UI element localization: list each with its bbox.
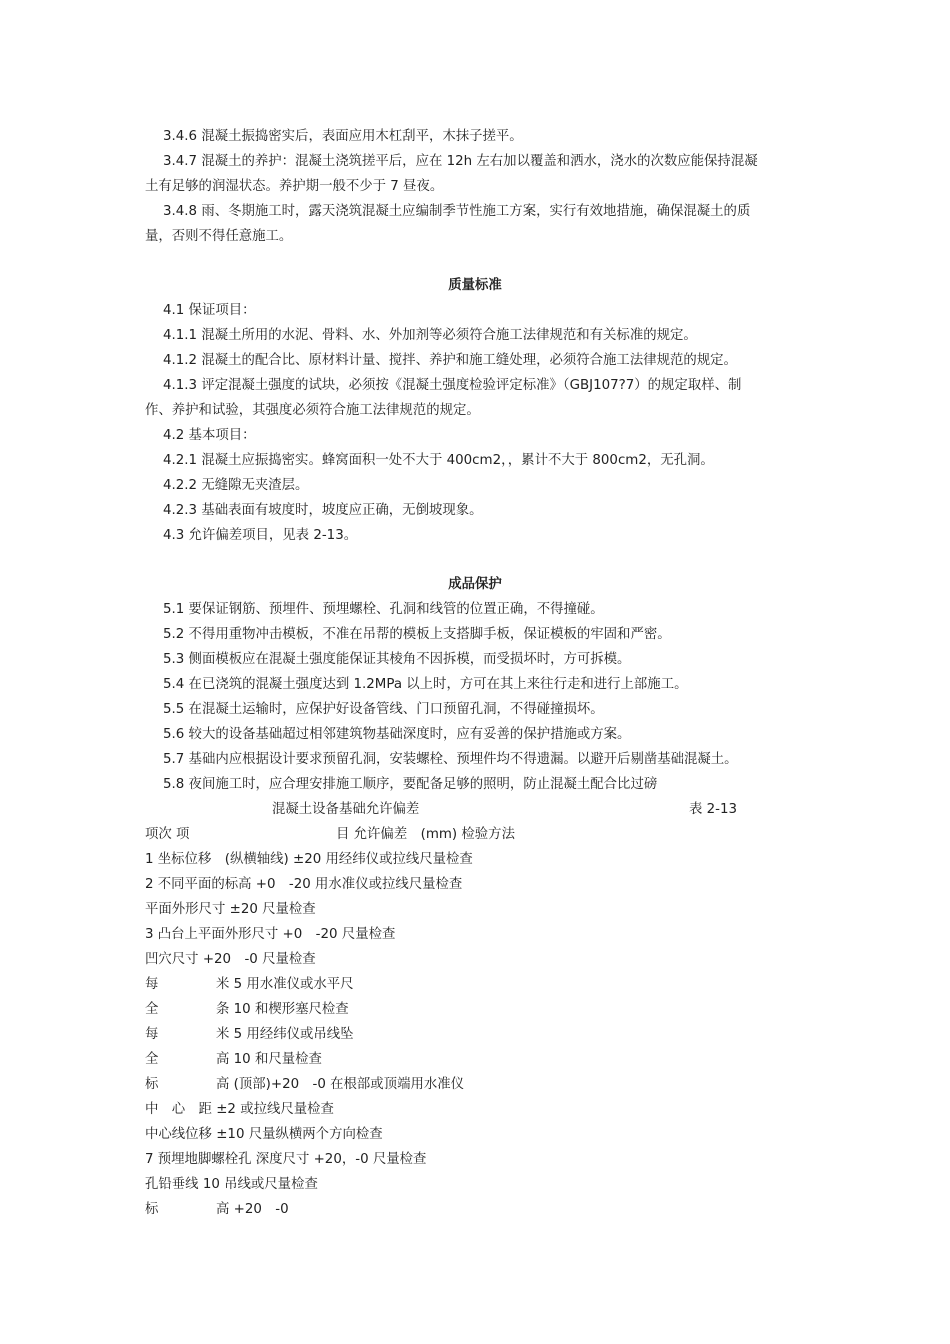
paragraph-3-4-8-cont: 量，否则不得任意施工。 bbox=[145, 229, 293, 244]
paragraph-3-4-8: 3.4.8 雨、冬期施工时，露天浇筑混凝土应编制季节性施工方案，实行有效地措施，确保混凝土的质 bbox=[163, 204, 751, 219]
table-row-label: 每 bbox=[145, 977, 159, 992]
table-row: 3 凸台上平面外形尺寸 +0 -20 尺量检查 bbox=[145, 927, 396, 942]
paragraph-3-4-7-cont: 土有足够的润湿状态。养护期一般不少于 7 昼夜。 bbox=[145, 179, 444, 194]
table-header-left: 项次 项 bbox=[145, 827, 190, 842]
paragraph-5-6: 5.6 较大的设备基础超过相邻建筑物基础深度时，应有妥善的保护措施或方案。 bbox=[163, 727, 631, 742]
table-row-label: 全 bbox=[145, 1002, 159, 1017]
paragraph-5-8: 5.8 夜间施工时，应合理安排施工顺序，要配备足够的照明，防止混凝土配合比过磅 bbox=[163, 777, 658, 792]
table-row-label: 全 bbox=[145, 1052, 159, 1067]
paragraph-4-1-3-cont: 作、养护和试验，其强度必须符合施工法律规范的规定。 bbox=[145, 403, 480, 418]
table-row: 7 预埋地脚螺栓孔 深度尺寸 +20，-0 尺量检查 bbox=[145, 1152, 427, 1167]
paragraph-3-4-6: 3.4.6 混凝土振捣密实后，表面应用木杠刮平，木抹子搓平。 bbox=[163, 129, 523, 144]
heading-protection: 成品保护 bbox=[448, 577, 502, 592]
paragraph-5-7: 5.7 基础内应根据设计要求预留孔洞，安装螺栓、预埋件均不得遗漏。以避开后剔凿基础混凝土。 bbox=[163, 752, 738, 767]
table-row-label: 标 bbox=[145, 1202, 159, 1217]
paragraph-4-1-3: 4.1.3 评定混凝土强度的试块，必须按《混凝土强度检验评定标准》（GBJ107?7）的规定取样、制 bbox=[163, 378, 742, 393]
table-row: 凹穴尺寸 +20 -0 尺量检查 bbox=[145, 952, 316, 967]
paragraph-4-1-1: 4.1.1 混凝土所用的水泥、骨料、水、外加剂等必须符合施工法律规范和有关标准的规定。 bbox=[163, 328, 697, 343]
paragraph-4-2: 4.2 基本项目： bbox=[163, 428, 256, 443]
table-number: 表 2-13 bbox=[689, 802, 738, 817]
paragraph-4-2-1: 4.2.1 混凝土应振捣密实。蜂窝面积一处不大于 400cm2，，累计不大于 800cm2，无孔洞。 bbox=[163, 453, 714, 468]
table-caption: 混凝土设备基础允许偏差 bbox=[272, 802, 420, 817]
table-row: 高 (顶部)+20 -0 在根部或顶端用水准仪 bbox=[216, 1077, 465, 1092]
paragraph-5-2: 5.2 不得用重物冲击模板，不准在吊帮的模板上支搭脚手板，保证模板的牢固和严密。 bbox=[163, 627, 671, 642]
paragraph-5-4: 5.4 在已浇筑的混凝土强度达到 1.2MPa 以上时，方可在其上来往行走和进行上部施工。 bbox=[163, 677, 688, 692]
table-row: 2 不同平面的标高 +0 -20 用水准仪或拉线尺量检查 bbox=[145, 877, 463, 892]
paragraph-5-1: 5.1 要保证钢筋、预埋件、预埋螺栓、孔洞和线管的位置正确，不得撞碰。 bbox=[163, 602, 604, 617]
paragraph-4-3: 4.3 允许偏差项目，见表 2-13。 bbox=[163, 528, 358, 543]
paragraph-5-3: 5.3 侧面模板应在混凝土强度能保证其棱角不因拆模，而受损坏时，方可拆模。 bbox=[163, 652, 631, 667]
table-row: 孔铅垂线 10 吊线或尺量检查 bbox=[145, 1177, 318, 1192]
paragraph-4-1-2: 4.1.2 混凝土的配合比、原材料计量、搅拌、养护和施工缝处理，必须符合施工法律规范的规定。 bbox=[163, 353, 737, 368]
table-row: 米 5 用水准仪或水平尺 bbox=[216, 977, 354, 992]
heading-quality: 质量标准 bbox=[448, 278, 502, 293]
paragraph-3-4-7: 3.4.7 混凝土的养护：混凝土浇筑搓平后，应在 12h 左右加以覆盖和洒水，浇水的次数应能保持混凝 bbox=[163, 154, 758, 169]
table-row: 条 10 和楔形塞尺检查 bbox=[216, 1002, 349, 1017]
table-row: 中 心 距 ±2 或拉线尺量检查 bbox=[145, 1102, 334, 1117]
paragraph-4-1: 4.1 保证项目： bbox=[163, 303, 256, 318]
table-header-right: 目 允许偏差 (mm) 检验方法 bbox=[336, 827, 515, 842]
table-row: 高 10 和尺量检查 bbox=[216, 1052, 322, 1067]
paragraph-4-2-2: 4.2.2 无缝隙无夹渣层。 bbox=[163, 478, 309, 493]
table-row: 平面外形尺寸 ±20 尺量检查 bbox=[145, 902, 316, 917]
paragraph-5-5: 5.5 在混凝土运输时，应保护好设备管线、门口预留孔洞，不得碰撞损坏。 bbox=[163, 702, 604, 717]
table-row-label: 标 bbox=[145, 1077, 159, 1092]
table-row: 1 坐标位移 (纵横轴线) ±20 用经纬仪或拉线尺量检查 bbox=[145, 852, 473, 867]
paragraph-4-2-3: 4.2.3 基础表面有坡度时，坡度应正确，无倒坡现象。 bbox=[163, 503, 483, 518]
table-row-label: 每 bbox=[145, 1027, 159, 1042]
table-row: 米 5 用经纬仪或吊线坠 bbox=[216, 1027, 354, 1042]
table-row: 中心线位移 ±10 尺量纵横两个方向检查 bbox=[145, 1127, 383, 1142]
table-row: 高 +20 -0 bbox=[216, 1202, 289, 1217]
